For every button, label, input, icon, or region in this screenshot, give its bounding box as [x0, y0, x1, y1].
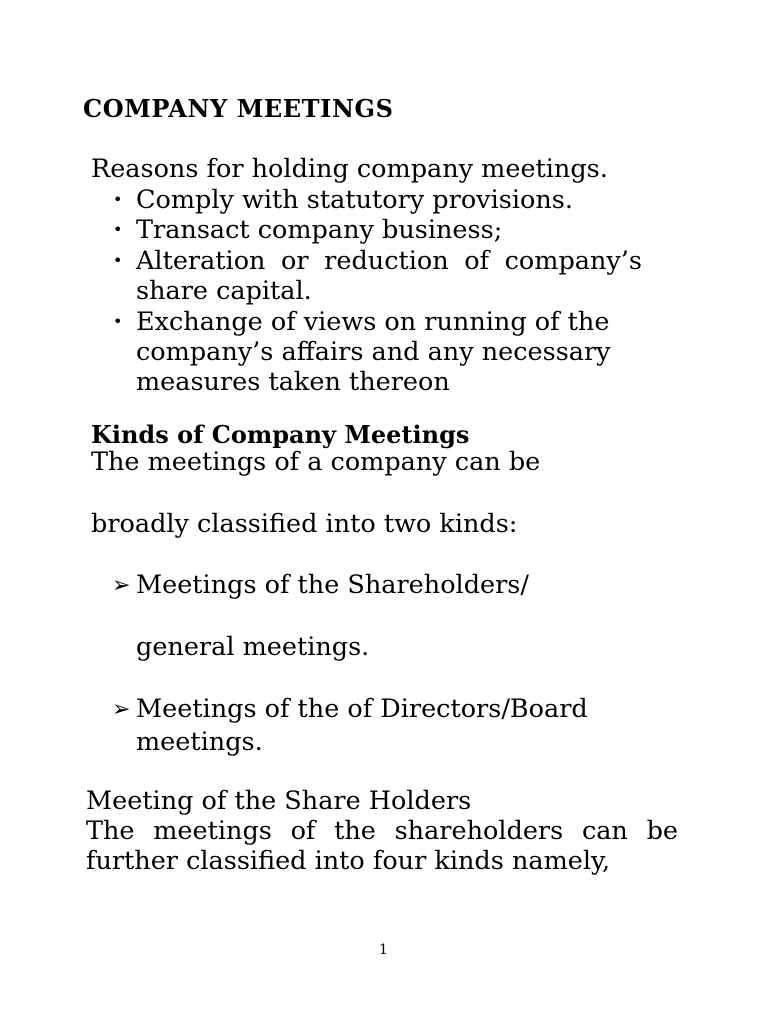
bullet-icon: • — [113, 251, 123, 270]
kind-item-1-line-2: general meetings. — [136, 632, 370, 662]
reason-item-1: Comply with statutory provisions. — [136, 185, 573, 215]
reason-item-4-line-2: company’s affairs and any necessary — [136, 337, 611, 367]
reason-item-3-line-2: share capital. — [136, 276, 312, 306]
kinds-line-2: broadly classified into two kinds: — [91, 509, 518, 539]
reason-item-4-line-1: Exchange of views on running of the — [136, 307, 610, 337]
reason-item-2: Transact company business; — [136, 215, 503, 245]
reason-item-4-line-3: measures taken thereon — [136, 367, 450, 397]
bullet-icon: • — [113, 312, 123, 331]
bullet-icon: • — [113, 190, 123, 209]
page-title: COMPANY MEETINGS — [83, 94, 394, 123]
shareholders-line-1: The meetings of the shareholders can be — [86, 816, 678, 846]
kinds-line-1: The meetings of a company can be — [91, 447, 541, 477]
reasons-intro: Reasons for holding company meetings. — [91, 154, 608, 184]
reason-item-3-line-1: Alteration or reduction of company’s — [136, 246, 642, 276]
kinds-heading: Kinds of Company Meetings — [91, 420, 470, 449]
kind-item-2-line-1: Meetings of the of Directors/Board — [136, 694, 588, 724]
bullet-icon: • — [113, 220, 123, 239]
page-number: 1 — [379, 942, 388, 958]
arrow-bullet-icon: ➢ — [112, 573, 131, 598]
arrow-bullet-icon: ➢ — [112, 697, 131, 722]
shareholders-heading: Meeting of the Share Holders — [86, 786, 472, 816]
kind-item-2-line-2: meetings. — [136, 727, 263, 757]
kind-item-1-line-1: Meetings of the Shareholders/ — [136, 570, 529, 600]
shareholders-line-2: further classified into four kinds namely, — [86, 846, 611, 876]
